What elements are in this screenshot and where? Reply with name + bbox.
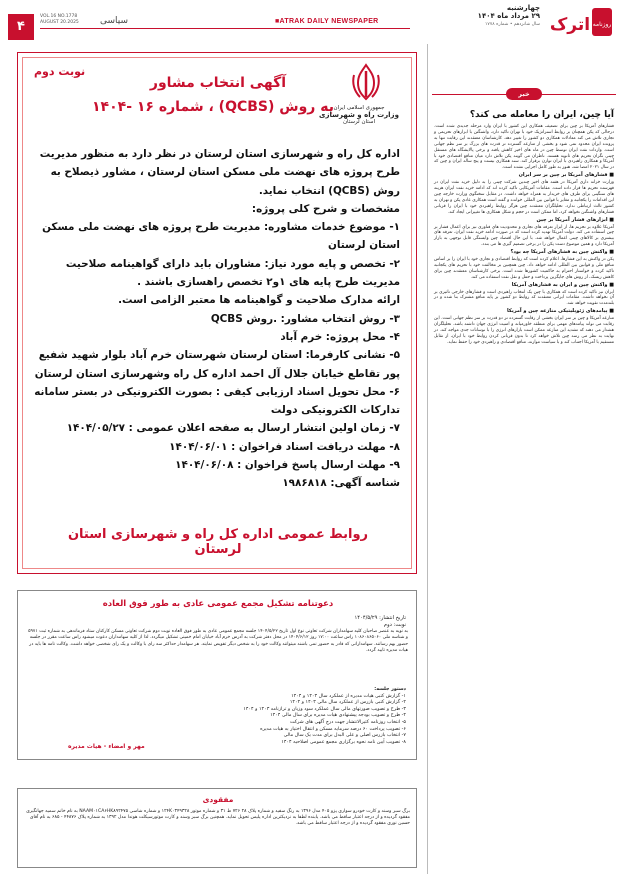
- logo-text: اترک: [549, 15, 591, 35]
- ministry-line-3: استان لرستان: [343, 119, 375, 125]
- article-subheading-text: واکنش چین و ایران به فشارهای آمریکا: [511, 281, 608, 288]
- article-paragraph: فشارهای آمریکا بر چین برای تضعیف همکاری این کشور با ایران وارد مرحله جدیدی شده است. درحالی که پکن همچنان بر روابط استراتژیک خود با تهران تاکید دارد، واشنگتن با ابزارهای تحریمی و تجاری تلاش می کند معادلات همکاری دو کشور را تغییر دهد. کارشناسان معتقدند این رقابت تنها به پرونده ایران محدود نمی شود و بخشی از منازعه گسترده تر قدرت های بزرگ بر سر نظم جهانی است. واردات نفت ایران توسط چین در ماه های اخیر کاهش یافته و برخی پالایشگاه های مستقل چینی نگران تحریم های ثانویه هستند. ناظران می گویند پکن تلاش دارد میان منافع اقتصادی خود با آمریکا و همکاری راهبردی با ایران توازن برقرار کند. سند همکاری بیست و پنج ساله ایران و چین که در سال ۲۰۲۱ امضا شد، هنوز به طور کامل اجرایی نشده است.: [434, 124, 614, 171]
- page-number: ۴: [8, 14, 34, 40]
- paper-name: ■ATRAK DAILY NEWSPAPER: [275, 18, 379, 25]
- article-subheading: ■ ابزارهای فشار آمریکا بر چین: [536, 216, 614, 223]
- notice-body: به نوبه به عنصر صاحبان کلیه سهامداران شرکت تعاونی نوع اول تاریخ ۱۴۰۴/۵/۲۲ جلسه مجمع عمومی عادی به طور فوق العاده نوبت دوم شرکت تعاونی مسکن کارکنان ستاد فرماندهی به شماره ثبت ۵۹۷۱ و شناسه ملی ۱۰۸۶۰۸۶۵۰۶۰ راس ساعت ۱۷:۰۰ روز ۱۴۰۴/۶/۱۲ در محل دفتر شرکت به آدرس خرم آباد خیابان امام خمینی تشکیل میگردد. لذا از کلیه سهامداران دعوت میشود راس ساعت مقرر در جلسه حضور بهم رسانند. سهامدارانی که قادر به حضور نمی باشند میتوانند وکالت خود را به شخص دیگر تفویض نمایند. هر سهامدار حداکثر سه رای با وکالت و یک رای شخصی خواهد داشت. وکالت نامه ها باید در هیات مدیره تایید گردد.: [28, 629, 408, 653]
- newspaper-header: [0, 0, 620, 40]
- ad-subtitle: به روش (QCBS) ، شماره ۱۶ -۱۴۰۴: [92, 99, 334, 115]
- agenda-item: ۶- تصویب پرداخت ۶۰ درصد سرمایه مسکن و انتقال اختیار به هیات مدیره: [260, 726, 406, 732]
- notice-signature: مهر و امضاء - هیات مدیره: [68, 743, 145, 750]
- ad-body: [32, 145, 400, 493]
- date-english: AUGUST 20.2025: [40, 20, 79, 25]
- section-name: سیاسی: [100, 16, 129, 26]
- article-subheading: ■ واکنش چین و ایران به فشارهای آمریکا: [511, 281, 614, 288]
- iran-emblem-icon: [346, 61, 386, 103]
- ad-paragraph: ۹- مهلت ارسال پاسخ فراخوان : ۱۴۰۴/۰۶/۰۸: [175, 459, 400, 472]
- agenda-item: ۱- گزارش کتبی هیات مدیره از عملکرد سال ۱۴۰۳ و ۱۴۰۴: [291, 693, 406, 699]
- article-paragraph: منازعه آمریکا و چین بر سر ایران بخشی از رقابت گسترده تر دو قدرت بر سر نظم جهانی است. این رقابت می تواند پیامدهای مهمی برای منطقه خاورمیانه و امنیت انرژی جهان داشته باشد. تحلیلگران هشدار می دهند که تشدید این منازعه ممکن است بازارهای انرژی را با نوسانات جدی مواجه کند. در نهایت به نظر می رسد چین تلاش خواهد کرد تا بدون قربانی کردن روابط خود با ایران، از تقابل مستقیم با آمریکا اجتناب کند و با سیاست موازنه، منافع اقتصادی و راهبردی خود را حفظ نماید.: [434, 316, 614, 345]
- paper-name-text: ATRAK DAILY NEWSPAPER: [279, 18, 379, 25]
- notice-title: دعوتنامه تشکیل مجمع عمومی عادی به طور فوق العاده: [102, 599, 334, 609]
- ad-paragraph: ۴- محل پروژه: خرم آباد: [280, 330, 400, 343]
- article-subheading-text: فشارهای آمریکا بر چین بر سر ایران: [518, 172, 608, 179]
- ad-paragraph: اداره کل راه و شهرسازی استان لرستان در نظر دارد به منظور مدیریت طرح پروژه های نهضت ملی مسکن استان لرستان ، مشاور ذیصلاح به روش (QCBS) انتخاب نماید.: [39, 148, 400, 197]
- date-weekday: چهارشنبه: [506, 4, 540, 12]
- article-subheading: ■ واکنش چین به فشارهای آمریکا چه بود؟: [510, 249, 614, 256]
- ad-paragraph: ۵- نشانی کارفرما: استان لرستان شهرستان خرم آباد بلوار شهید شفیع پور تقاطع خیابان جلال آل احمد اداره کل راه وشهرسازی استان لرستان: [34, 349, 400, 380]
- ad-paragraph: ۷- زمان اولین انتشار ارسال به صفحه اعلان عمومی : ۱۴۰۴/۰۵/۲۷: [66, 422, 400, 435]
- notice-meta: [354, 615, 406, 629]
- article-body: [434, 124, 614, 347]
- logo-sub-text: روزنامه: [592, 21, 612, 28]
- agenda-item: ۳- طرح و تصویب صورتهای مالی سال عملکرد سود وزیان و ترازنامه ۱۴۰۳ و ۱۴۰۴: [243, 706, 406, 712]
- ad-paragraph: ۸- مهلت دریافت اسناد فراخوان : ۱۴۰۴/۰۶/۰۱: [169, 440, 400, 453]
- notice-agenda: [106, 687, 406, 746]
- consultant-selection-ad: [17, 52, 417, 574]
- agenda-item: ۲- گزارش کتبی بازرس از عملکرد سال مالی ۱۴۰۳ و ۱۴۰۴: [289, 700, 406, 706]
- ministry-line-1: جمهوری اسلامی ایران: [333, 105, 385, 111]
- article-paragraph: آمریکا علاوه بر تحریم ها، از ابزار تعرفه های تجاری و محدودیت های فناوری نیز برای اعمال فشار بر چین استفاده می کند. دولت آمریکا تهدید کرده است که در صورت ادامه خرید نفت ایران، تعرفه های بیشتری بر کالاهای چینی اعمال خواهد شد. با این حال اقتصاد چین وابستگی قابل توجهی به بازار آمریکا دارد و همین موضوع دست پکن را در برخی تصمیم گیری ها می بندد.: [434, 224, 614, 248]
- ad-paragraph: ارائه مدارک صلاحیت و گواهینامه ها معتبر الزامی است.: [118, 294, 400, 307]
- agenda-item: ۷- انتخاب بازرس اصلی و علی البدل برای مدت یک سال مالی: [283, 733, 406, 739]
- article-subheading-text: واکنش چین به فشارهای آمریکا چه بود؟: [510, 249, 608, 256]
- article-paragraph: ایران نیز تاکید کرده است که همکاری با چین یک انتخاب راهبردی است و فشارهای خارجی تاثیری بر آن نخواهد داشت. مقامات ایرانی معتقدند که روابط دو کشور بر پایه منافع مشترک بنا شده و در بلندمدت تقویت خواهد شد.: [434, 289, 614, 307]
- news-label-bar: [432, 88, 616, 100]
- article-subheading: ■ فشارهای آمریکا بر چین بر سر ایران: [518, 172, 614, 179]
- lost-items-notice: [17, 788, 417, 868]
- newspaper-logo: [548, 4, 614, 48]
- article-subheading-text: ابزارهای فشار آمریکا بر چین: [536, 216, 608, 223]
- ad-turn-label: نوبت دوم: [34, 65, 86, 78]
- lost-notice-title: مفقودی: [202, 795, 234, 804]
- news-badge: خبر: [506, 88, 542, 100]
- volume-info: [40, 14, 79, 26]
- ad-id: شناسه آگهی: ۱۹۸۶۸۱۸: [282, 477, 400, 490]
- ad-paragraph: ۲- تخصص و پایه مورد نیاز: مشاوران باید دارای گواهینامه صلاحیت مدیریت طرح پایه های ۱و۲ تخصص راهسازی باشند .: [65, 257, 400, 289]
- ad-paragraph: مشخصات و شرح کلی پروژه:: [251, 202, 400, 215]
- lost-notice-body: برگ سبز وسند و کارت خودرو سواری پژو ۴۰۵ مدل ۱۳۹۶ به رنگ سفید و شماره پلاک ۲۸ ۷۲۶ ط ۳۱ و شماره موتور ۱۲۴K۰۳۴۹۳۲۸ و شماره شاسی NAAM۰۱CA۶HK۸۹۲۴۷۵ به نام خانم سمیه جهانگیری مفقود گردیده و از درجه اعتبار ساقط می باشد. یابنده لطفا به نزدیکترین اداره پلیس تحویل نماید. همچنین برگ سبز وسند و کارت موتورسیکلت هوندا مدل ۱۳۹۲ به شماره پلاک ۴۴۸۷۶ - ۶۸۵ به نام آقای حسین نوری مفقود گردیده و از درجه اعتبار ساقط می باشد.: [26, 809, 410, 827]
- agenda-item: ۴- طرح و تصویب بودجه پیشنهادی هیات مدیره برای سال مالی ۱۴۰۴: [270, 713, 406, 719]
- notice-date: تاریخ انتشار: ۱۴۰۴/۵/۲۹: [354, 615, 406, 621]
- agenda-item: ۸- تصویب آیین نامه نحوه برگزاری مجمع عمومی اصلاحیه ۱۴۰۴: [281, 739, 406, 745]
- ad-paragraph: ۱- موضوع خدمات مشاوره: مدیریت طرح پروژه های نهضت ملی مسکن استان لرستان: [42, 221, 400, 252]
- article-subheading: ■ پیامدهای ژئوپلیتیکی منازعه چین و آمریکا: [507, 308, 614, 315]
- article-paragraph: وزارت خزانه داری آمریکا در هفته های اخیر چندین شرکت چینی را به دلیل خرید نفت ایران در فهرست تحریم ها قرار داده است. مقامات آمریکایی تاکید کرده اند که ادامه خرید نفت ایران هزینه های سنگینی برای طرف های خریدار به همراه خواهد داشت. در مقابل سخنگوی وزارت خارجه چین این اقدامات را یکجانبه و مغایر با قوانین بین المللی خوانده و گفته است همکاری عادی پکن و تهران به کشور ثالث ارتباطی ندارد. تحلیلگران معتقدند چین هرگز روابط راهبردی خود با ایران را قربانی فشارهای واشنگتن نخواهد کرد، اما ممکن است در حجم و شکل همکاری ها تغییراتی ایجاد کند.: [434, 180, 614, 215]
- date-box: [440, 4, 540, 44]
- agenda-item: ۵- انتخاب روزنامه کثیرالانتشار جهت درج آگهی های شرکت: [290, 719, 406, 725]
- ad-paragraph: ۳- روش انتخاب مشاور: .روش QCBS: [210, 312, 400, 325]
- general-assembly-notice: [17, 590, 417, 760]
- article-paragraph: پکن در واکنش به این فشارها، اعلام کرده است که روابط اقتصادی و تجاری خود با ایران را بر اساس منافع ملی و قوانین بین المللی ادامه خواهد داد. چین همچنین بر مخالفت خود با تحریم های یکجانبه تاکید کرده و خواستار احترام به حاکمیت کشورها شده است. برخی کارشناسان معتقدند چین برای کاهش ریسک، از روش های جایگزین پرداخت و حمل و نقل نفت استفاده می کند.: [434, 257, 614, 280]
- agenda-title: دستور جلسه:: [374, 687, 406, 692]
- notice-turn: نوبت: دوم: [383, 622, 406, 628]
- header-divider: [40, 28, 410, 29]
- ad-footer-publisher: روابط عمومی اداره کل راه و شهرسازی استان لرستان: [67, 527, 369, 557]
- ad-paragraph: ۶- محل تحویل اسناد ارزیابی کیفی : بصورت الکترونیکی در بستر سامانه تدارکات الکترونیکی دولت: [34, 385, 400, 417]
- volume-number: VOL.16 NO.1778: [40, 14, 78, 19]
- issue-info: سال شانزدهم • شماره ۱۷۷۸: [485, 22, 540, 27]
- ministry-line-2: وزارت راه و شهرسازی: [319, 111, 399, 119]
- article-title: آیا چین، ایران را معامله می کند؟: [469, 110, 614, 120]
- date-persian: ۲۹ مرداد ماه ۱۴۰۴: [477, 12, 540, 20]
- article-subheading-text: پیامدهای ژئوپلیتیکی منازعه چین و آمریکا: [507, 308, 608, 315]
- ad-title: آگهی انتخاب مشاور: [149, 75, 287, 91]
- column-divider: [427, 44, 428, 874]
